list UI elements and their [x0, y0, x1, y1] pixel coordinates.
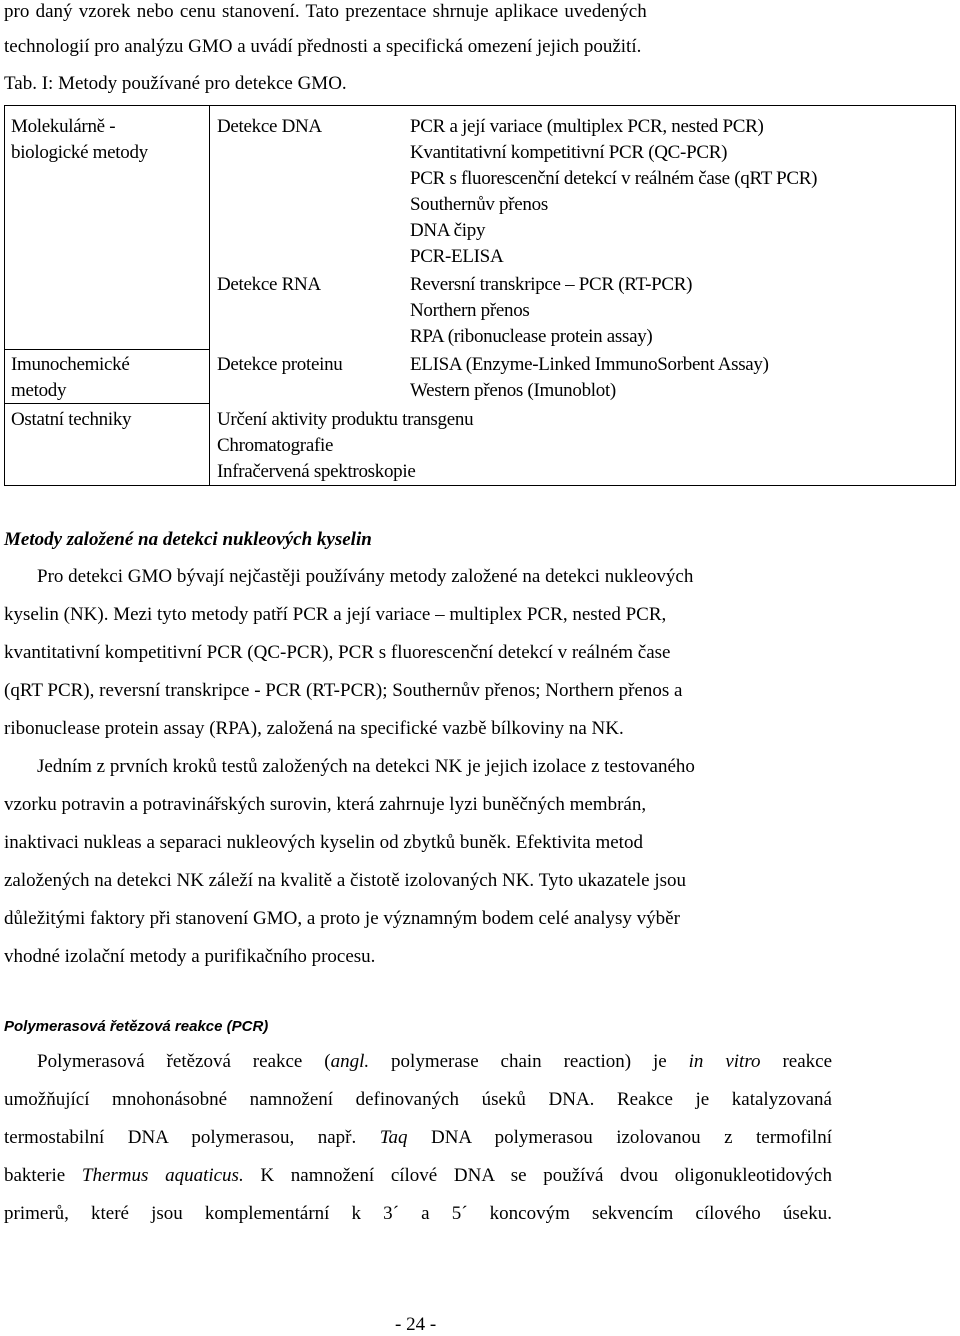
- dna-methods-list: [410, 114, 817, 270]
- text-span: K namnožení cílové DNA se používá dvou oligonukleotidových: [243, 1165, 832, 1186]
- paragraph-line: umožňující mnohonásobné namnožení definovaných úseků DNA. Reakce je katalyzovaná: [4, 1089, 832, 1110]
- subgroup-rna: Detekce RNA: [217, 274, 321, 295]
- list-item: Infračervená spektroskopie: [217, 461, 416, 482]
- text-span: polymerase chain reaction) je: [369, 1051, 689, 1072]
- paragraph-line: primerů, které jsou komplementární k 3´ a 5´ koncovým sekvencím cílového úseku.: [4, 1203, 832, 1224]
- text-span: reakce: [760, 1051, 833, 1072]
- paragraph-line: důležitými faktory při stanovení GMO, a proto je významným bodem celé analysy výběr: [4, 908, 680, 929]
- list-item: Chromatografie: [217, 435, 334, 456]
- list-item: DNA čipy: [410, 220, 486, 241]
- list-item: PCR-ELISA: [410, 246, 504, 267]
- page-number: - 24 -: [395, 1314, 437, 1335]
- paragraph-line: (qRT PCR), reversní transkripce - PCR (RT-PCR); Southernův přenos; Northern přenos a: [4, 680, 683, 701]
- text-span: termostabilní DNA polymerasou, např.: [4, 1127, 380, 1148]
- paragraph-line: [4, 1119, 832, 1157]
- methods-table: [4, 105, 956, 486]
- group-immuno: [11, 352, 130, 404]
- list-item: Reversní transkripce – PCR (RT-PCR): [410, 274, 693, 295]
- section-heading-pcr: Polymerasová řetězová reakce (PCR): [4, 1018, 269, 1035]
- paragraph-line: kvantitativní kompetitivní PCR (QC-PCR), PCR s fluorescenční detekcí v reálném čase: [4, 642, 671, 663]
- paragraph-line: kyselin (NK). Mezi tyto metody patří PCR a její variace – multiplex PCR, nested PCR,: [4, 604, 667, 625]
- group-molecular-line-2: biologické metody: [11, 142, 148, 163]
- paragraph-line: Pro detekci GMO bývají nejčastěji používány metody založené na detekci nukleových: [37, 566, 694, 587]
- section1-paragraph-1: [4, 558, 693, 748]
- group-molecular: [11, 114, 148, 166]
- group-immuno-line-2: metody: [11, 380, 67, 401]
- paragraph-line: vhodné izolační metody a purifikačního procesu.: [4, 946, 376, 967]
- text-span-italic: in vitro: [688, 1051, 761, 1072]
- paragraph-line: Jedním z prvních kroků testů založených na detekci NK je jejich izolace z testovaného: [37, 756, 695, 777]
- list-item: Southernův přenos: [410, 194, 548, 215]
- rna-methods-list: [410, 272, 692, 350]
- intro-line-2: technologií pro analýzu GMO a uvádí přednosti a specifická omezení jejich použití.: [4, 36, 642, 57]
- list-item: Určení aktivity produktu transgenu: [217, 409, 474, 430]
- paragraph-line: založených na detekci NK záleží na kvalitě a čistotě izolovaných NK. Tyto ukazatele jsou: [4, 870, 687, 891]
- paragraph-line: vzorku potravin a potravinářských surovin, která zahrnuje lyzi buněčných membrán,: [4, 794, 647, 815]
- group-molecular-line-1: Molekulárně -: [11, 116, 116, 137]
- list-item: PCR a její variace (multiplex PCR, nested PCR): [410, 116, 764, 137]
- text-span-italic: Thermus aquaticus.: [81, 1165, 244, 1186]
- group-immuno-line-1: Imunochemické: [11, 354, 130, 375]
- paragraph-line: [4, 1043, 832, 1081]
- list-item: Kvantitativní kompetitivní PCR (QC-PCR): [410, 142, 728, 163]
- list-item: RPA (ribonuclease protein assay): [410, 326, 653, 347]
- table-caption: Tab. I: Metody používané pro detekce GMO.: [4, 73, 347, 94]
- paragraph-line: inaktivaci nukleas a separaci nukleových kyselin od zbytků buněk. Efektivita metod: [4, 832, 643, 853]
- text-span: Polymerasová řetězová reakce (: [37, 1051, 331, 1072]
- other-methods-list: [217, 407, 473, 485]
- table-divider: [209, 106, 210, 485]
- protein-methods-list: [410, 352, 769, 404]
- paragraph-line: [4, 1157, 832, 1195]
- group-other: Ostatní techniky: [11, 409, 132, 430]
- text-span: bakterie: [4, 1165, 82, 1186]
- subgroup-protein: Detekce proteinu: [217, 354, 343, 375]
- text-span: DNA polymerasou izolovanou z termofilní: [407, 1127, 832, 1148]
- list-item: PCR s fluorescenční detekcí v reálném čase (qRT PCR): [410, 168, 818, 189]
- table-divider: [5, 349, 209, 350]
- list-item: Western přenos (Imunoblot): [410, 380, 616, 401]
- section-heading-nucleic-acids: Metody založené na detekci nukleových kyselin: [4, 529, 372, 550]
- text-span-italic: angl.: [330, 1051, 370, 1072]
- list-item: ELISA (Enzyme-Linked ImmunoSorbent Assay): [410, 354, 769, 375]
- section2-paragraph: [4, 1043, 832, 1233]
- text-span-italic: Taq: [379, 1127, 408, 1148]
- list-item: Northern přenos: [410, 300, 530, 321]
- subgroup-dna: Detekce DNA: [217, 116, 322, 137]
- section1-paragraph-2: [4, 748, 695, 976]
- paragraph-line: ribonuclease protein assay (RPA), založená na specifické vazbě bílkoviny na NK.: [4, 718, 624, 739]
- intro-line-1: pro daný vzorek nebo cenu stanovení. Tato prezentace shrnuje aplikace uvedených: [4, 1, 647, 22]
